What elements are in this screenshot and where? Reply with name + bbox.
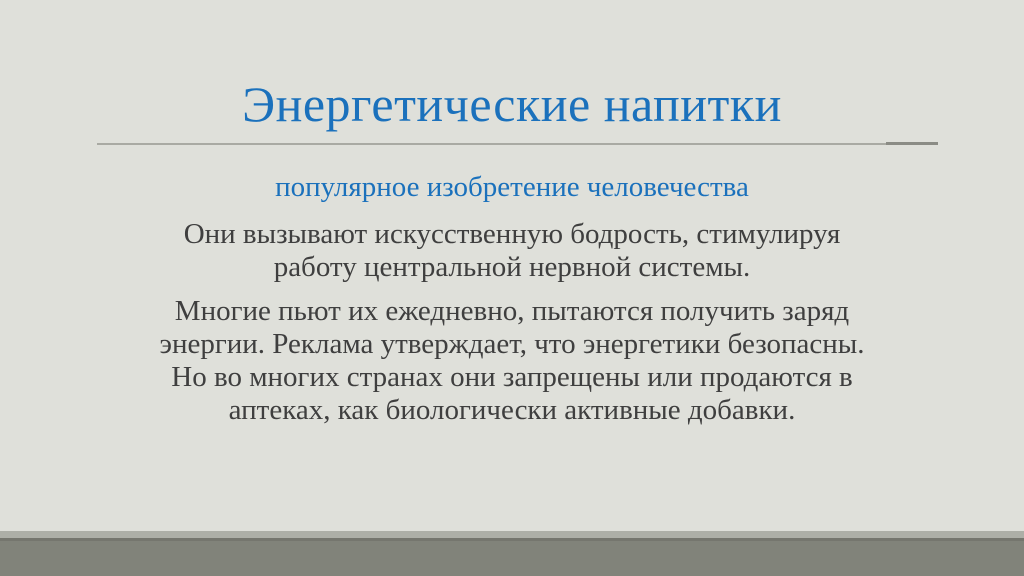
paragraph-line: Но во многих странах они запрещены или продаются в <box>171 361 853 393</box>
paragraph-line: работу центральной нервной системы. <box>273 251 751 283</box>
title-divider-accent <box>886 142 938 145</box>
paragraph-line: Они вызывают искусственную бодрость, стимулируя <box>183 218 841 250</box>
slide-subtitle: популярное изобретение человечества <box>275 171 749 203</box>
paragraph-line: аптеках, как биологически активные добавки. <box>228 394 796 426</box>
paragraph-line: энергии. Реклама утверждает, что энергетики безопасны. <box>159 328 865 360</box>
footer-band-dark <box>0 541 1024 576</box>
title-divider <box>97 143 938 145</box>
body-paragraph-2 <box>0 295 1024 427</box>
slide-title: Энергетические напитки <box>242 76 782 132</box>
body-paragraph-1 <box>0 218 1024 284</box>
footer-band-light <box>0 531 1024 538</box>
paragraph-line: Многие пьют их ежедневно, пытаются получить заряд <box>174 295 850 327</box>
